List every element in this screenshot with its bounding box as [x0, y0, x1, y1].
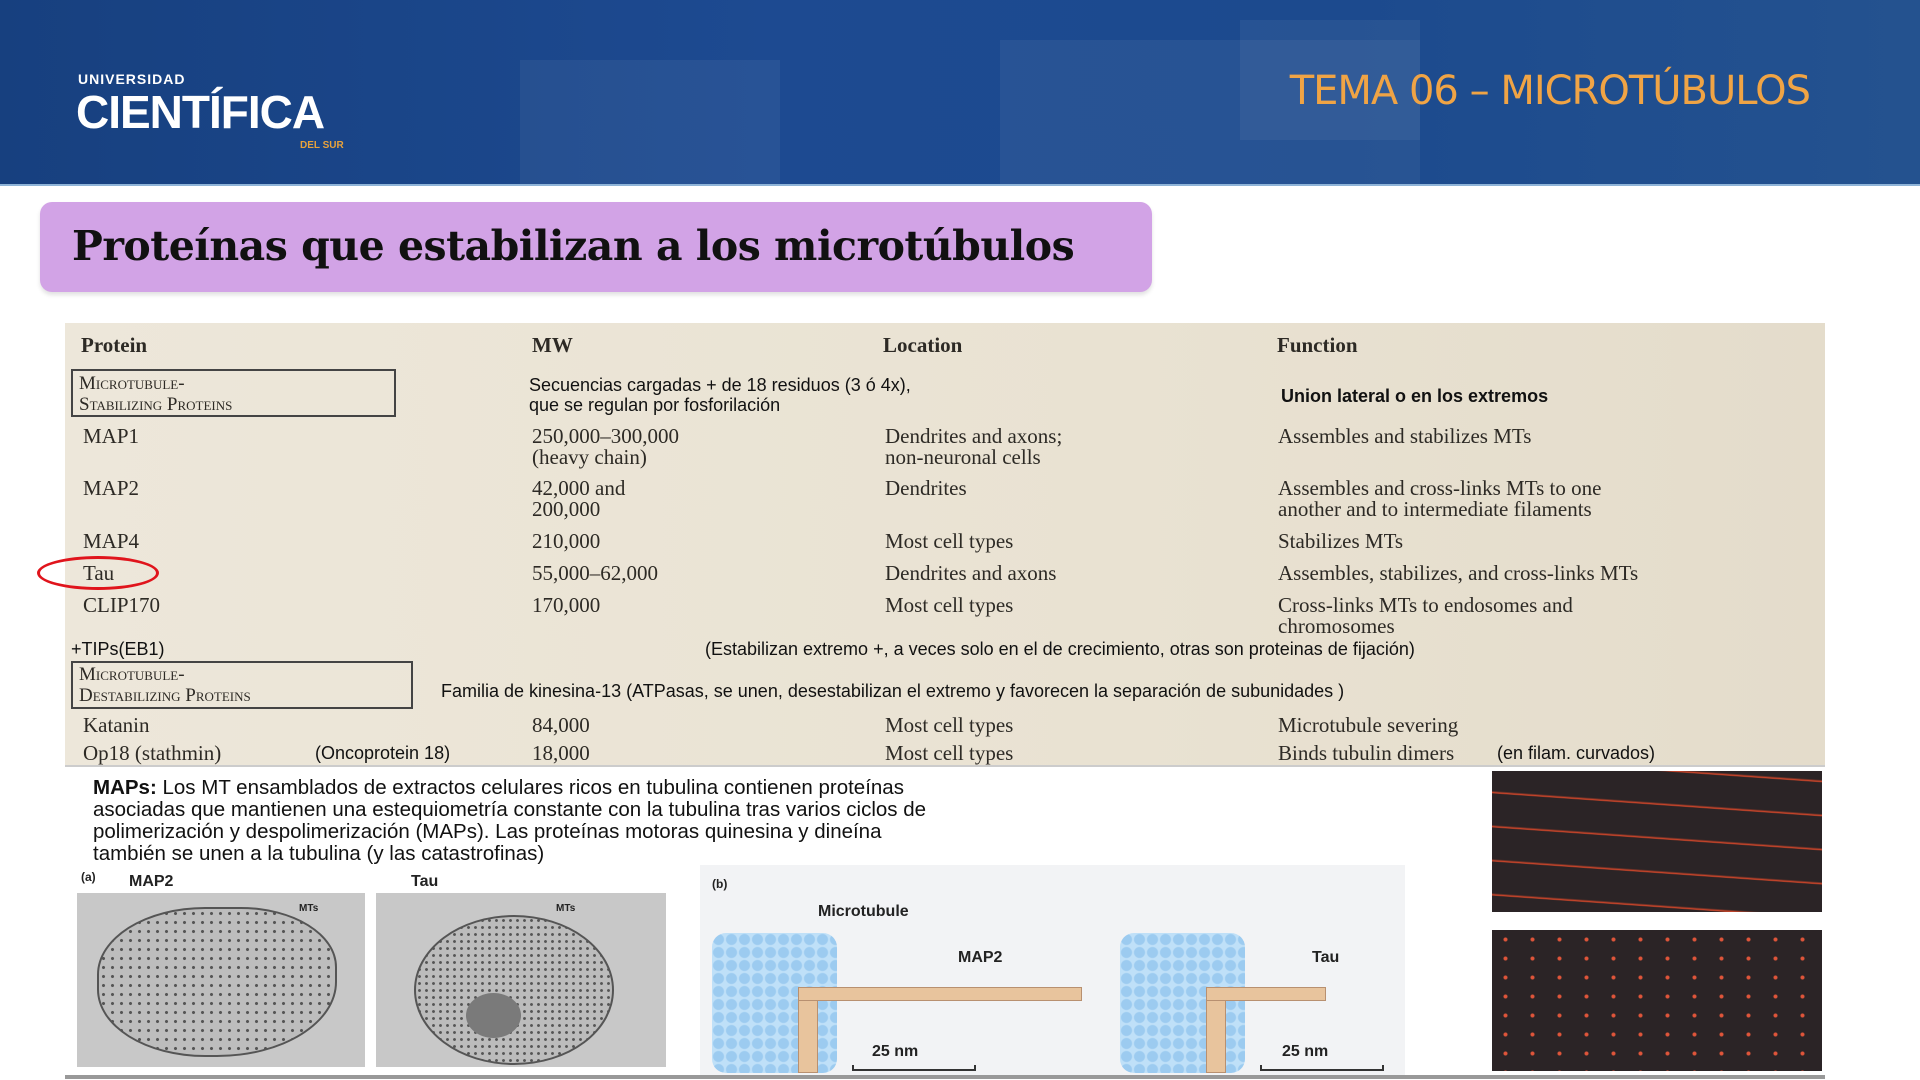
- figure-label: MAP2: [958, 949, 1003, 966]
- cell: 210,000: [532, 529, 601, 553]
- group-label: Destabilizing Proteins: [79, 685, 251, 706]
- tau-highlight-circle: [37, 556, 159, 590]
- cell: Tau: [83, 561, 115, 585]
- cell: non-neuronal cells: [885, 445, 1041, 469]
- cell: Most cell types: [885, 529, 1014, 553]
- maps-paragraph: [93, 777, 1493, 865]
- group-label: Microtubule-: [79, 664, 185, 685]
- figure-label: Tau: [1312, 949, 1340, 966]
- cell: 250,000–300,000: [532, 424, 679, 448]
- cell: Dendrites and axons: [885, 561, 1057, 585]
- cell: Most cell types: [885, 741, 1014, 765]
- figure-label: Tau: [411, 873, 439, 890]
- cell: Most cell types: [885, 713, 1014, 737]
- map2-projection: [798, 987, 1082, 1001]
- figure-label: MTs: [556, 903, 576, 914]
- cell: chromosomes: [1278, 614, 1395, 638]
- cell: Assembles and stabilizes MTs: [1278, 424, 1532, 448]
- map-binding-diagram: [700, 865, 1405, 1075]
- text-line: Los MT ensamblados de extractos celulares ricos en tubulina contienen proteínas: [156, 776, 904, 799]
- annotation: Secuencias cargadas + de 18 residuos (3 ó 4x),: [529, 375, 911, 395]
- header-banner: [0, 0, 1920, 186]
- col-function: Function: [1277, 333, 1358, 357]
- group-label: Stabilizing Proteins: [79, 394, 233, 415]
- logo-sub-text: DEL SUR: [300, 140, 344, 151]
- slide-title: Proteínas que estabilizan a los microtúbulos: [72, 222, 1075, 270]
- cell: 170,000: [532, 593, 601, 617]
- annotation: (Estabilizan extremo +, a veces solo en el de crecimiento, otras son proteinas de fijación): [705, 639, 1415, 659]
- cell: 200,000: [532, 497, 601, 521]
- col-location: Location: [883, 333, 963, 357]
- map2-micrograph: [77, 893, 365, 1067]
- cell: 42,000 and: [532, 476, 626, 500]
- cell: Op18 (stathmin): [83, 741, 222, 765]
- microtubule-icon: [1120, 933, 1245, 1073]
- cell: MAP2: [83, 476, 140, 500]
- group-label: Microtubule-: [79, 373, 185, 394]
- fluorescence-image-bottom: [1492, 930, 1822, 1071]
- cell: another and to intermediate filaments: [1278, 497, 1592, 521]
- cell: Assembles, stabilizes, and cross-links MTs: [1278, 561, 1639, 585]
- annotation: (en filam. curvados): [1497, 743, 1656, 763]
- cell: 18,000: [532, 741, 590, 765]
- topic-title: TEMA 06 – MICROTÚBULOS: [1289, 68, 1810, 114]
- microtubule-icon: [712, 933, 837, 1073]
- figure-label: MTs: [299, 903, 319, 914]
- fluorescence-image-top: [1492, 771, 1822, 912]
- protein-table: [65, 323, 1825, 767]
- text-line: asociadas que mantienen una estequiometría constante con la tubulina tras varios ciclos de: [93, 798, 927, 821]
- cell: 55,000–62,000: [532, 561, 658, 585]
- col-mw: MW: [532, 333, 573, 357]
- logo-top-text: UNIVERSIDAD: [78, 71, 186, 87]
- cell: MAP4: [83, 529, 140, 553]
- cell: MAP1: [83, 424, 140, 448]
- maps-label: MAPs:: [93, 776, 157, 799]
- figure-label: (b): [712, 877, 728, 891]
- cell: Dendrites: [885, 476, 967, 500]
- cell: (heavy chain): [532, 445, 647, 469]
- scale-label: 25 nm: [872, 1043, 919, 1060]
- annotation: Union lateral o en los extremos: [1281, 386, 1549, 406]
- scale-label: 25 nm: [1282, 1043, 1329, 1060]
- slide-title-box: [40, 202, 1152, 292]
- cell: Katanin: [83, 713, 150, 737]
- cell: Binds tubulin dimers: [1278, 741, 1455, 765]
- cell: 84,000: [532, 713, 590, 737]
- col-protein: Protein: [81, 333, 148, 357]
- annotation: que se regulan por fosforilación: [529, 395, 781, 415]
- cell: Cross-links MTs to endosomes and: [1278, 593, 1573, 617]
- figure-label: (a): [81, 870, 96, 884]
- text-line: también se unen a la tubulina (y las catastrofinas): [93, 842, 545, 865]
- cell: Dendrites and axons;: [885, 424, 1063, 448]
- figure-label: MAP2: [129, 873, 174, 890]
- annotation: Familia de kinesina-13 (ATPasas, se unen, desestabilizan el extremo y favorecen la separación de subunidades ): [441, 681, 1345, 701]
- tau-projection: [1206, 987, 1326, 1001]
- cell: Microtubule severing: [1278, 713, 1459, 737]
- tau-micrograph: [376, 893, 666, 1067]
- figure-label: Microtubule: [818, 903, 909, 920]
- cell: Stabilizes MTs: [1278, 529, 1404, 553]
- cell: Most cell types: [885, 593, 1014, 617]
- maps-figure-panel: [65, 767, 1825, 1079]
- text-line: polimerización y despolimerización (MAPs). Las proteínas motoras quinesina y dineína: [93, 820, 882, 843]
- annotation: (Oncoprotein 18): [315, 743, 451, 763]
- logo-main-text: CIENTÍFICA: [76, 86, 325, 138]
- cell: Assembles and cross-links MTs to one: [1278, 476, 1602, 500]
- annotation: +TIPs(EB1): [71, 639, 165, 659]
- cell: CLIP170: [83, 593, 161, 617]
